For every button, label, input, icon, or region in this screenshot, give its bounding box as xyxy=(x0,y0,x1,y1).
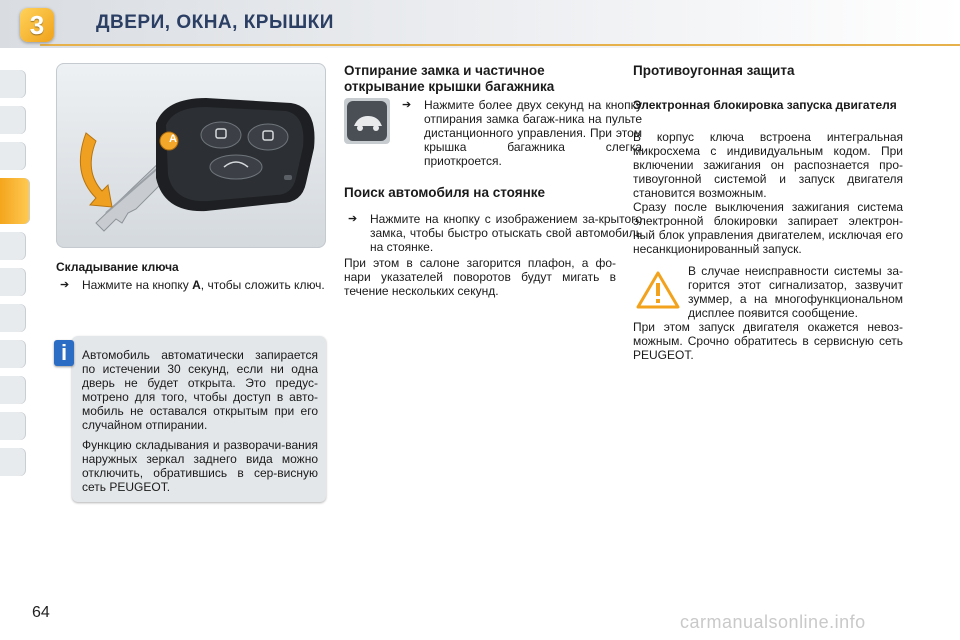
bullet-arrow-icon: ➔ xyxy=(60,279,70,291)
antitheft-title: Противоугонная защита xyxy=(633,63,795,78)
side-tab[interactable] xyxy=(0,142,26,170)
watermark: carmanualsonline.info xyxy=(680,612,866,632)
chapter-side-tabs xyxy=(0,70,30,575)
side-tab[interactable] xyxy=(0,106,26,134)
side-tab[interactable] xyxy=(0,448,26,476)
warning-consequence-text: При этом запуск двигателя окажется невоз-можным. Срочно обратитесь в сервисную сеть PEUGEOT. xyxy=(633,320,903,362)
find-car-text: При этом в салоне загорится плафон, а фо-нари указателей поворотов будут мигать в течение нескольких секунд. xyxy=(344,256,616,298)
find-car-bullet-text: Нажмите на кнопку с изображением за-крытого замка, чтобы быстро отыскать свой автомобиль на стоянке. xyxy=(370,212,642,254)
trunk-section-title: Отпирание замка и частичное открывание крышки багажника xyxy=(344,63,555,94)
side-tab-active[interactable] xyxy=(0,178,30,224)
bullet-arrow-icon: ➔ xyxy=(402,99,412,111)
find-car-bullet xyxy=(344,212,642,254)
info-box xyxy=(72,336,326,502)
chapter-number-badge: 3 xyxy=(20,8,54,42)
key-bullet xyxy=(56,278,352,292)
info-icon: i xyxy=(54,340,74,366)
key-illustration xyxy=(56,63,326,248)
warning-icon xyxy=(636,270,680,310)
info-paragraph-1: Автомобиль автоматически запирается по истечении 30 секунд, если ни одна дверь не будет открыта. Это предус-мотрено для того, чтобы доступ в авто-мобиль не оставался открытым при его случайном отпирании. xyxy=(82,348,318,432)
side-tab[interactable] xyxy=(0,304,26,332)
side-tab[interactable] xyxy=(0,376,26,404)
chapter-title: ДВЕРИ, ОКНА, КРЫШКИ xyxy=(96,12,334,33)
side-tab[interactable] xyxy=(0,70,26,98)
key-fob-image xyxy=(56,63,326,248)
key-bullet-text-pre: Нажмите на кнопку xyxy=(82,278,189,292)
header-divider xyxy=(40,44,960,46)
immobilizer-paragraph-1: В корпус ключа встроена интегральная микросхема с индивидуальным кодом. При включении зажигания он распознается про-тивоугонной системой и запуск двигателя становится возможным. xyxy=(633,130,903,200)
side-tab[interactable] xyxy=(0,412,26,440)
trunk-bullet xyxy=(398,98,642,168)
trunk-remote-icon xyxy=(344,98,390,144)
button-a-label: A xyxy=(169,133,177,145)
side-tab[interactable] xyxy=(0,268,26,296)
key-section-title: Складывание ключа xyxy=(56,260,179,274)
key-bullet-button-ref: A xyxy=(192,278,201,292)
immobilizer-paragraph-2: Сразу после выключения зажигания система электронной блокировки запирает электрон-ный блок управления двигателем, исключая его несанкционированный запуск. xyxy=(633,200,903,256)
immobilizer-title: Электронная блокировка запуска двигателя xyxy=(633,98,897,112)
trunk-bullet-text: Нажмите более двух секунд на кнопку отпирания замка багаж-ника на пульте дистанционного управления. При этом крышка багажника слегка приоткроется. xyxy=(424,98,642,168)
side-tab[interactable] xyxy=(0,340,26,368)
info-paragraph-2: Функцию складывания и разворачи-вания наружных зеркал заднего вида можно отключить, обратившись в сер-висную сеть PEUGEOT. xyxy=(82,438,318,494)
find-car-title: Поиск автомобиля на стоянке xyxy=(344,185,546,200)
key-bullet-text-post: , чтобы сложить ключ. xyxy=(200,278,325,292)
bullet-arrow-icon: ➔ xyxy=(348,213,358,225)
page-number: 64 xyxy=(32,604,50,621)
side-tab[interactable] xyxy=(0,232,26,260)
warning-text: В случае неисправности системы за-горится этот сигнализатор, зазвучит зуммер, а на многофункциональном дисплее появится сообщение. xyxy=(688,264,903,320)
